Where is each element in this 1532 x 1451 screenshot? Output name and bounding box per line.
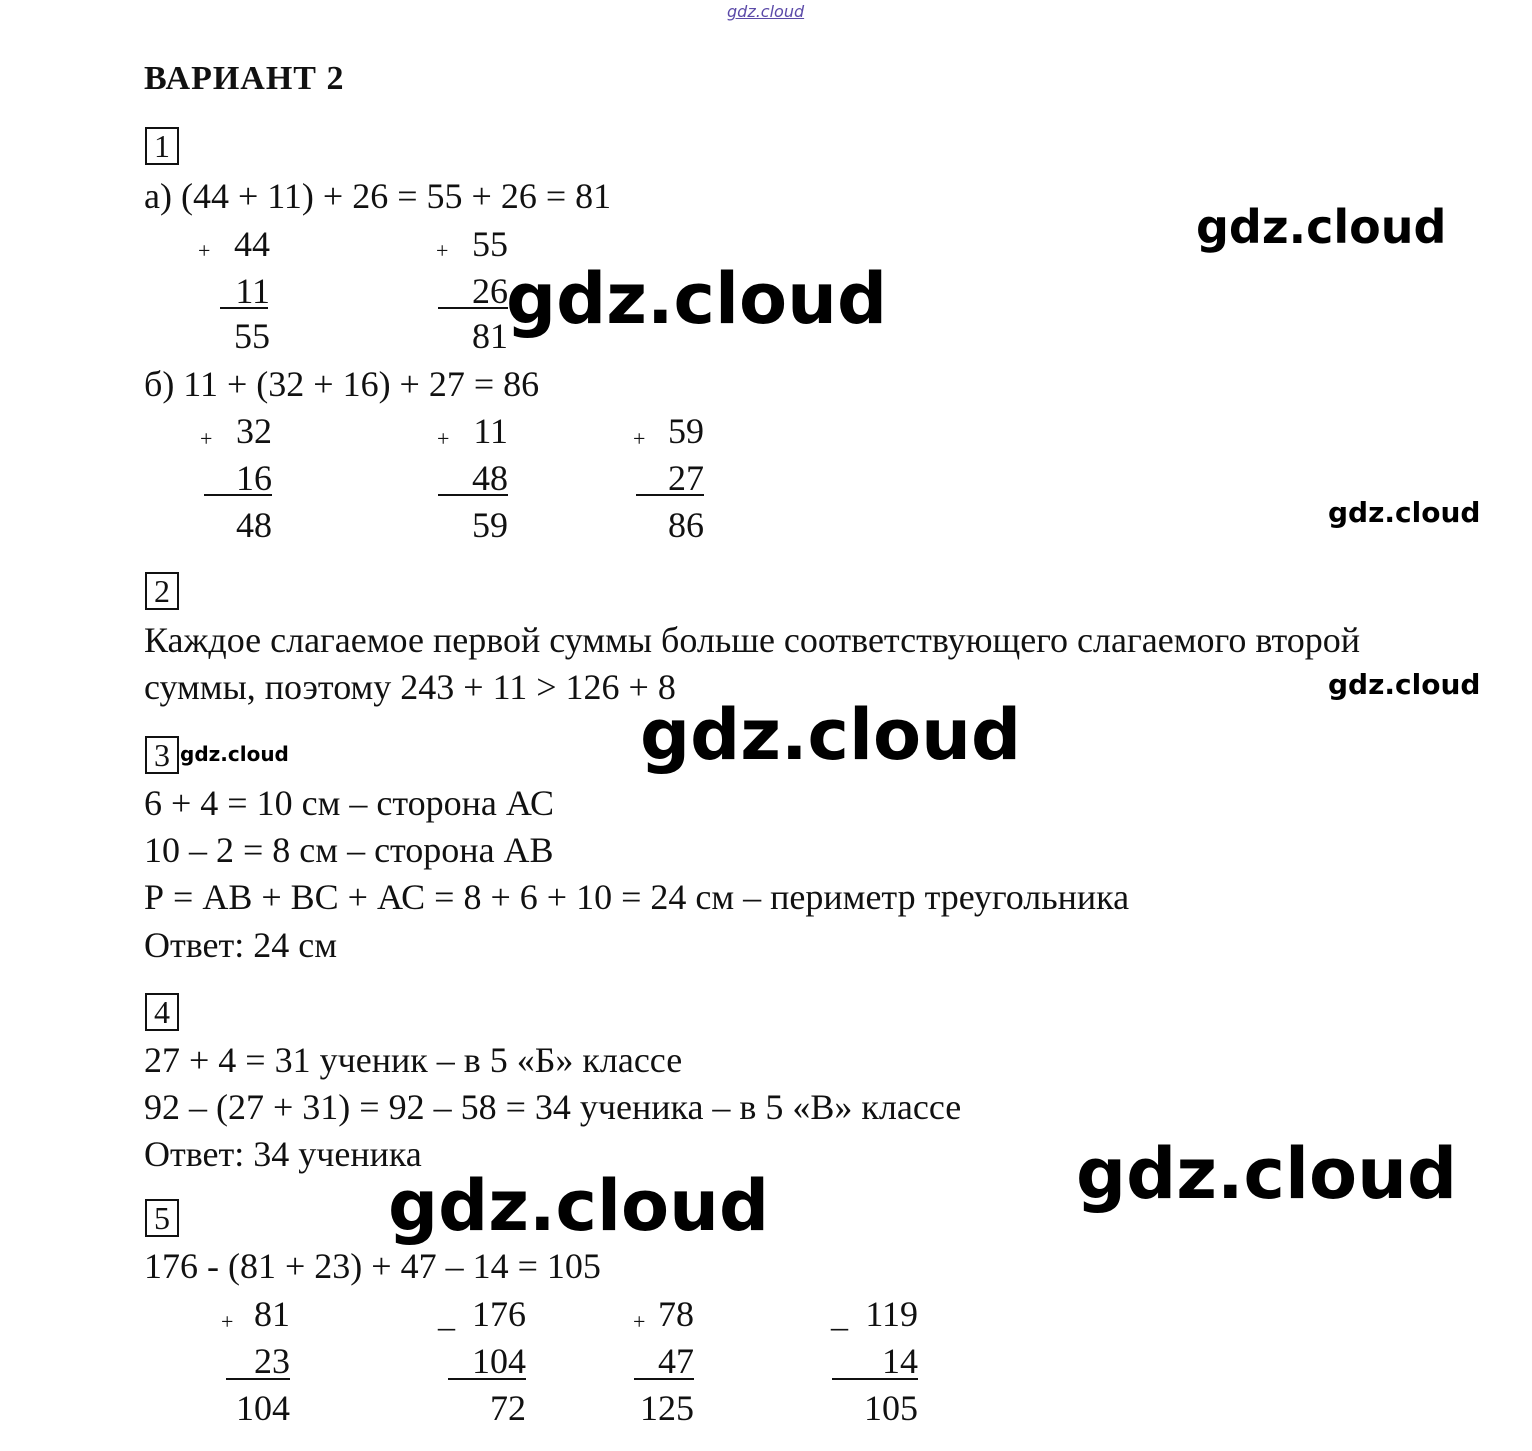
column-result: 104 <box>236 1388 290 1428</box>
column-top: 44 <box>234 224 270 264</box>
task-1b-expression: б) 11 + (32 + 16) + 27 = 86 <box>144 364 540 404</box>
task-5-expression: 176 - (81 + 23) + 47 – 14 = 105 <box>144 1246 601 1286</box>
plus-sign: + <box>198 238 211 263</box>
column-result: 72 <box>490 1388 526 1428</box>
sum-line <box>832 1378 918 1380</box>
column-mid: 47 <box>658 1341 694 1381</box>
task-1a-expression: а) (44 + 11) + 26 = 55 + 26 = 81 <box>144 176 612 216</box>
plus-sign: + <box>436 238 449 263</box>
sum-line <box>438 307 508 309</box>
column-result: 125 <box>640 1388 694 1428</box>
watermark-top: gdz.cloud <box>727 2 805 21</box>
column-mid: 16 <box>236 458 272 498</box>
task-2-number: 2 <box>145 572 179 610</box>
sum-line <box>204 494 272 496</box>
watermark: gdz.cloud <box>1196 200 1447 254</box>
column-mid: 14 <box>882 1341 918 1381</box>
sum-line <box>226 1378 290 1380</box>
sum-line <box>634 1378 694 1380</box>
task-4-line-1: 27 + 4 = 31 ученик – в 5 «Б» классе <box>144 1040 683 1080</box>
column-mid: 27 <box>668 458 704 498</box>
column-mid: 48 <box>472 458 508 498</box>
minus-sign: _ <box>438 1297 455 1334</box>
plus-sign: + <box>633 1309 646 1334</box>
plus-sign: + <box>221 1309 234 1334</box>
watermark: gdz.cloud <box>506 258 888 340</box>
column-top: 119 <box>865 1294 918 1334</box>
task-4-number: 4 <box>145 993 179 1031</box>
column-top: 176 <box>472 1294 526 1334</box>
sum-line <box>220 307 268 309</box>
watermark: gdz.cloud <box>180 742 289 766</box>
task-4-answer: Ответ: 34 ученика <box>144 1134 422 1174</box>
column-top: 11 <box>473 411 508 451</box>
column-result: 81 <box>472 316 508 356</box>
column-top: 81 <box>254 1294 290 1334</box>
column-mid: 104 <box>472 1341 526 1381</box>
task-3-answer: Ответ: 24 см <box>144 925 337 965</box>
page-title: ВАРИАНТ 2 <box>144 60 345 97</box>
column-result: 59 <box>472 505 508 545</box>
watermark: gdz.cloud <box>1076 1133 1458 1215</box>
task-5-number: 5 <box>145 1199 179 1237</box>
column-top: 78 <box>658 1294 694 1334</box>
task-1-number: 1 <box>145 127 179 165</box>
plus-sign: + <box>633 426 646 451</box>
column-mid: 26 <box>472 271 508 311</box>
plus-sign: + <box>200 426 213 451</box>
sum-line <box>448 1378 526 1380</box>
task-3-line-1: 6 + 4 = 10 см – сторона АС <box>144 783 555 823</box>
minus-sign: _ <box>831 1297 848 1334</box>
task-3-line-2: 10 – 2 = 8 см – сторона АВ <box>144 830 554 870</box>
watermark: gdz.cloud <box>1328 668 1481 701</box>
watermark: gdz.cloud <box>1328 496 1481 529</box>
column-mid: 11 <box>235 271 270 311</box>
plus-sign: + <box>437 426 450 451</box>
task-2-line-2: суммы, поэтому 243 + 11 > 126 + 8 <box>144 667 676 707</box>
watermark: gdz.cloud <box>388 1165 770 1247</box>
column-result: 48 <box>236 505 272 545</box>
task-4-line-2: 92 – (27 + 31) = 92 – 58 = 34 ученика – в 5 «В» классе <box>144 1087 962 1127</box>
watermark: gdz.cloud <box>640 694 1022 776</box>
task-3-line-3: Р = АВ + ВС + АС = 8 + 6 + 10 = 24 см – периметр треугольника <box>144 877 1130 917</box>
column-top: 55 <box>472 224 508 264</box>
column-top: 32 <box>236 411 272 451</box>
column-result: 55 <box>234 316 270 356</box>
sum-line <box>636 494 704 496</box>
task-2-line-1: Каждое слагаемое первой суммы больше соответствующего слагаемого второй <box>144 620 1360 660</box>
column-mid: 23 <box>254 1341 290 1381</box>
column-result: 105 <box>864 1388 918 1428</box>
task-3-number: 3 <box>145 736 179 774</box>
column-top: 59 <box>668 411 704 451</box>
sum-line <box>438 494 508 496</box>
column-result: 86 <box>668 505 704 545</box>
